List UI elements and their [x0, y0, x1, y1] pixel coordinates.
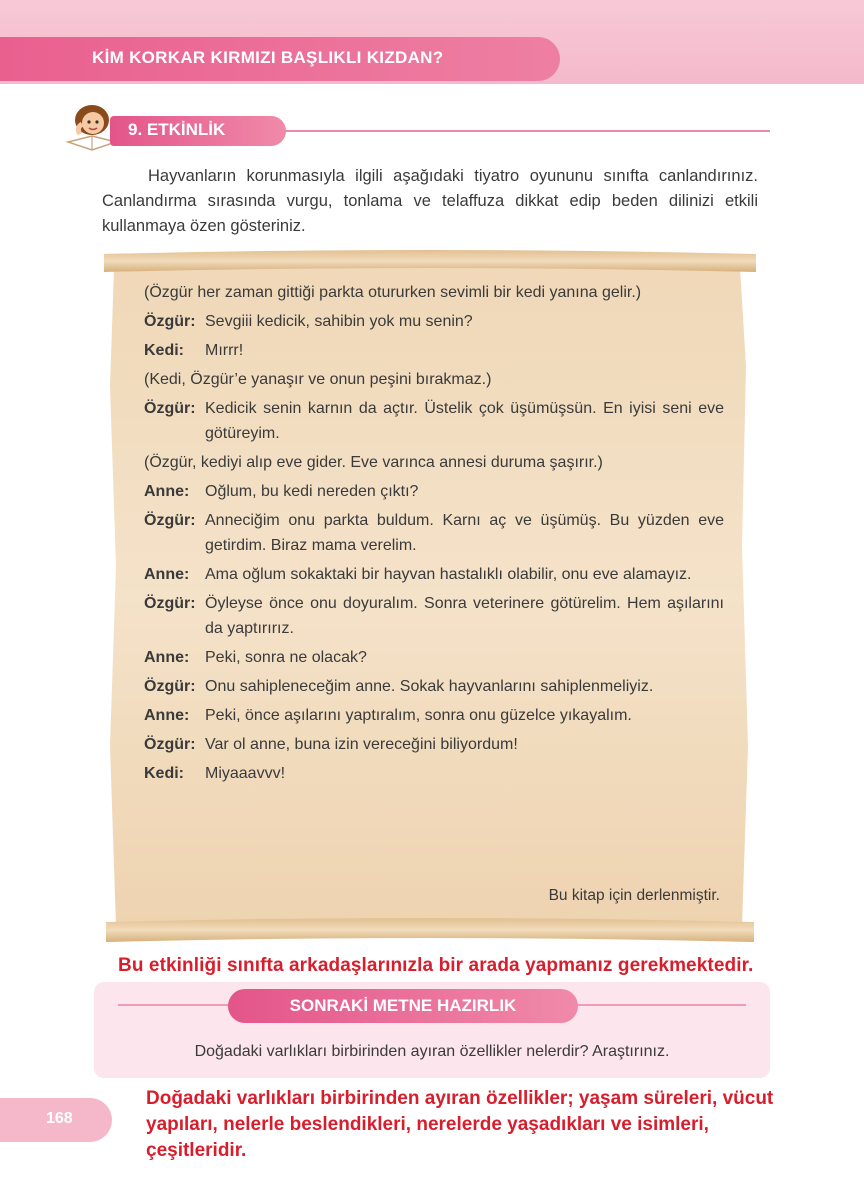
speaker-label: Anne: [144, 483, 190, 500]
speaker-label: Özgür: [144, 678, 196, 695]
dialog-line [144, 508, 724, 558]
dialog-line [144, 674, 724, 699]
speaker-label: Özgür: [144, 313, 196, 330]
dialog-text: Peki, sonra ne olacak? [205, 649, 367, 666]
speaker-label: Özgür: [144, 400, 196, 417]
page-header-title: KİM KORKAR KIRMIZI BAŞLIKLI KIZDAN? [92, 48, 444, 67]
dialog-text: Var ol anne, buna izin vereceğini biliyordum! [205, 736, 518, 753]
page-number: 168 [46, 1110, 73, 1127]
prep-question: Doğadaki varlıkları birbirinden ayıran özellikler nelerdir? Araştırınız. [194, 1043, 670, 1060]
dialog-text: Oğlum, bu kedi nereden çıktı? [205, 483, 419, 500]
activity-divider [284, 130, 770, 132]
dialog-text: Ama oğlum sokaktaki bir hayvan hastalıklı olabilir, onu eve alamayız. [205, 566, 692, 583]
dialog-line [144, 562, 724, 587]
dialog-line [144, 732, 724, 757]
dialog-text: Öyleyse önce onu doyuralım. Sonra veterinere götürelim. Hem aşılarını da yaptırırız. [205, 595, 724, 637]
dialog-text: Anneciğim onu parkta buldum. Karnı aç ve üşümüş. Bu yüzden eve getirdim. Biraz mama verelim. [205, 512, 724, 554]
prep-divider-left [118, 1004, 230, 1006]
speaker-label: Anne: [144, 707, 190, 724]
dialog-line [144, 761, 724, 786]
dialog-text: Peki, önce aşılarını yaptıralım, sonra onu güzelce yıkayalım. [205, 707, 632, 724]
prep-divider-right [576, 1004, 746, 1006]
teacher-note: Bu etkinliği sınıfta arkadaşlarınızla bir arada yapmanız gerekmektedir. [118, 955, 754, 976]
source-credit: Bu kitap için derlenmiştir. [548, 887, 720, 904]
dialog-text: Sevgiii kedicik, sahibin yok mu senin? [205, 313, 473, 330]
speaker-label: Kedi: [144, 765, 184, 782]
stage-direction: (Kedi, Özgür’e yanaşır ve onun peşini bırakmaz.) [144, 371, 492, 388]
speaker-label: Özgür: [144, 736, 196, 753]
dialog-text: Miyaaavvv! [205, 765, 286, 782]
dialog-text: Kedicik senin karnın da açtır. Üstelik çok üşümüşsün. En iyisi seni eve götüreyim. [205, 400, 724, 442]
dialog-line [144, 338, 724, 363]
dialog-line [144, 645, 724, 670]
handwritten-answer: Doğadaki varlıkları birbirinden ayıran özellikler; yaşam süreleri, vücut yapıları, nelerle beslendikleri, nerelerde yaşadıkları ve isimleri, çeşitleridir. [146, 1088, 774, 1161]
dialog-line [144, 309, 724, 334]
speaker-label: Anne: [144, 566, 190, 583]
activity-instruction: Hayvanların korunmasıyla ilgili aşağıdaki tiyatro oyununu sınıfta canlandırınız. Canlandırma sırasında vurgu, tonlama ve telaffuza dikkat edip beden dilinizi etkili kullanmaya özen gösteriniz. [102, 167, 758, 235]
prep-title: SONRAKİ METNE HAZIRLIK [289, 996, 517, 1015]
dialog-line [144, 396, 724, 446]
speaker-label: Özgür: [144, 595, 196, 612]
dialog-text: Onu sahipleneceğim anne. Sokak hayvanlarını sahiplenmeliyiz. [205, 678, 654, 695]
dialog-line [144, 479, 724, 504]
dialog-line [144, 591, 724, 641]
stage-direction: (Özgür, kediyi alıp eve gider. Eve varınca annesi duruma şaşırır.) [144, 454, 603, 471]
dialog-text: Mırrr! [205, 342, 244, 359]
dialog-line [144, 703, 724, 728]
stage-direction: (Özgür her zaman gittiği parkta otururken sevimli bir kedi yanına gelir.) [144, 284, 642, 301]
speaker-label: Özgür: [144, 512, 196, 529]
speaker-label: Anne: [144, 649, 190, 666]
play-dialog [144, 280, 724, 790]
speaker-label: Kedi: [144, 342, 184, 359]
activity-title: 9. ETKİNLİK [128, 120, 226, 139]
